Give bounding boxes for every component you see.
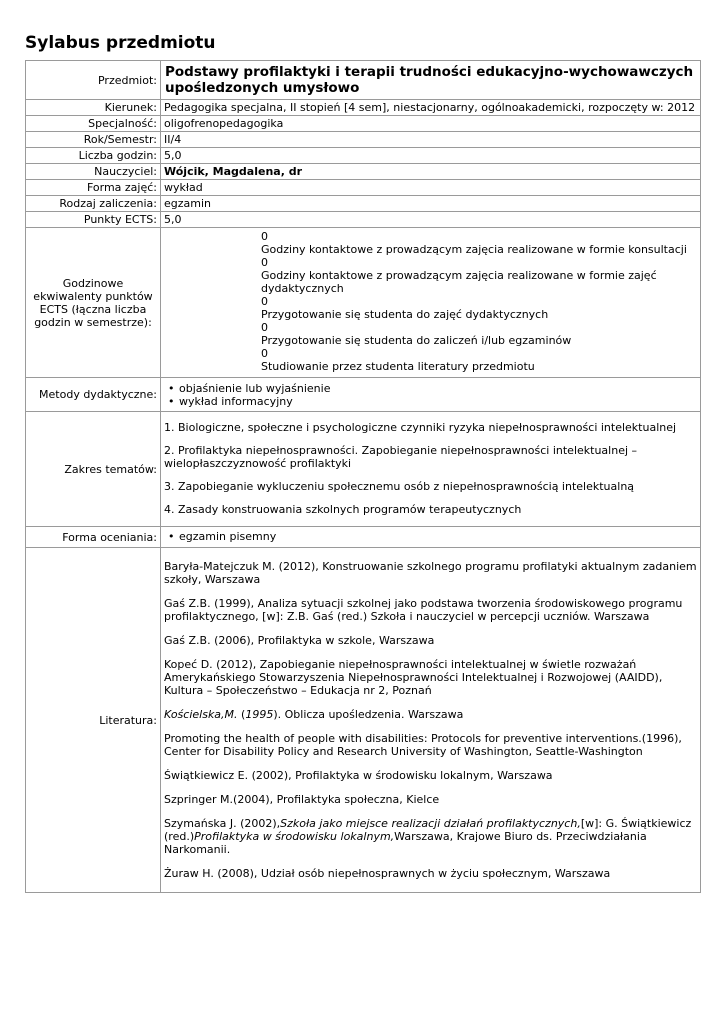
ects-hours-number: 0: [261, 256, 268, 269]
ects-hours-number: 0: [261, 347, 268, 360]
label-forma: Forma zajęć:: [26, 180, 161, 196]
literature-item: [164, 708, 697, 721]
ects-hours-item: [261, 347, 697, 373]
label-nauczyciel: Nauczyciel:: [26, 164, 161, 180]
literature-item: Promoting the health of people with disabilities: Protocols for preventive interventions.(1996), Center for Disability Policy and Research University of Washington, Seattle-Washington: [164, 732, 682, 758]
label-kierunek: Kierunek:: [26, 100, 161, 116]
row-kierunek: [26, 100, 701, 116]
row-nauczyciel: [26, 164, 701, 180]
label-zakres: Zakres tematów:: [26, 412, 161, 527]
literature-item: Gaś Z.B. (1999), Analiza sytuacji szkolnej jako podstawa tworzenia środowiskowego programu profilaktycznego, [w]: Z.B. Gaś (red.) Szkoła i nauczyciel w percepcji uczniów. Warszawa: [164, 597, 683, 623]
value-nauczyciel: Wójcik, Magdalena, dr: [161, 164, 701, 180]
label-specjalnosc: Specjalność:: [26, 116, 161, 132]
row-godziny: [26, 148, 701, 164]
literature-part: Profilaktyka w środowisku lokalnym,: [194, 830, 395, 843]
ects-hours-text: Godziny kontaktowe z prowadzącym zajęcia realizowane w formie konsultacji: [261, 243, 687, 256]
literature-item: Baryła-Matejczuk M. (2012), Konstruowanie szkolnego programu profilatyki aktualnym zadaniem szkoły, Warszawa: [164, 560, 697, 586]
label-godzinowe: Godzinowe ekwiwalenty punktów ECTS (łączna liczba godzin w semestrze):: [26, 228, 161, 378]
literature-item: Żuraw H. (2008), Udział osób niepełnosprawnych w życiu społecznym, Warszawa: [164, 867, 611, 880]
ects-hours-list: [164, 230, 697, 373]
value-ocenianie: [161, 527, 701, 548]
literature-item: Szpringer M.(2004), Profilaktyka społeczna, Kielce: [164, 793, 440, 806]
row-ects: [26, 212, 701, 228]
row-metody: [26, 378, 701, 412]
value-zakres: [161, 412, 701, 527]
literature-item: Kopeć D. (2012), Zapobieganie niepełnosprawności intelektualnej w świetle rozważań Amerykańskiego Stowarzyszenia Niepełnosprawności Intelektualnej i Rozwojowej (AAIDD), Kultura – Społeczeństwo – Edukacja nr 2, Poznań: [164, 658, 663, 697]
ects-hours-item: [261, 295, 697, 321]
list-item: • wykład informacyjny: [168, 395, 697, 408]
literature-part: Warszawa, Krajowe Biuro ds. Przeciwdziałania Narkomanii.: [164, 830, 647, 856]
literature-part: Szkoła jako miejsce realizacji działań profilaktycznych,: [280, 817, 581, 830]
topic-item: 4. Zasady konstruowania szkolnych programów terapeutycznych: [164, 503, 522, 516]
label-zaliczenie: Rodzaj zaliczenia:: [26, 196, 161, 212]
ects-hours-item: [261, 230, 697, 256]
value-przedmiot: Podstawy profilaktyki i terapii trudności edukacyjno-wychowawczych upośledzonych umysłowo: [161, 61, 701, 100]
row-specjalnosc: [26, 116, 701, 132]
literature-item: [164, 817, 697, 856]
ects-hours-number: 0: [261, 295, 268, 308]
row-przedmiot: [26, 61, 701, 100]
literature-item: Gaś Z.B. (2006), Profilaktyka w szkole, Warszawa: [164, 634, 435, 647]
list-item: • objaśnienie lub wyjaśnienie: [168, 382, 697, 395]
label-ocenianie: Forma oceniania:: [26, 527, 161, 548]
value-godzinowe: [161, 228, 701, 378]
label-przedmiot: Przedmiot:: [26, 61, 161, 100]
value-godziny: 5,0: [161, 148, 701, 164]
label-rok: Rok/Semestr:: [26, 132, 161, 148]
label-metody: Metody dydaktyczne:: [26, 378, 161, 412]
topic-item: 3. Zapobieganie wykluczeniu społecznemu osób z niepełnosprawnością intelektualną: [164, 480, 635, 493]
assessment-list: [164, 530, 697, 543]
row-godzinowe: [26, 228, 701, 378]
literature-sep: (: [237, 708, 246, 721]
literature-part: [w]: G. Świątkiewicz (red.): [164, 817, 692, 843]
value-forma: wykład: [161, 180, 701, 196]
label-literatura: Literatura:: [26, 548, 161, 893]
list-item: • egzamin pisemny: [168, 530, 697, 543]
ects-hours-item: [261, 256, 697, 295]
value-ects: 5,0: [161, 212, 701, 228]
ects-hours-text: Godziny kontaktowe z prowadzącym zajęcia realizowane w formie zajęć dydaktycznych: [261, 269, 657, 295]
label-godziny: Liczba godzin:: [26, 148, 161, 164]
ects-hours-text: Studiowanie przez studenta literatury przedmiotu: [261, 360, 535, 373]
literature-rest: ). Oblicza upośledzenia. Warszawa: [273, 708, 464, 721]
row-zaliczenie: [26, 196, 701, 212]
literature-item: Świątkiewicz E. (2002), Profilaktyka w środowisku lokalnym, Warszawa: [164, 769, 553, 782]
value-metody: [161, 378, 701, 412]
value-rok: II/4: [161, 132, 701, 148]
value-kierunek: Pedagogika specjalna, II stopień [4 sem], niestacjonarny, ogólnoakademicki, rozpoczęty w: 2012: [161, 100, 701, 116]
value-zaliczenie: egzamin: [161, 196, 701, 212]
row-ocenianie: [26, 527, 701, 548]
page-title: Sylabus przedmiotu: [25, 33, 216, 53]
syllabus-table: [25, 60, 701, 893]
literature-year: 1995: [245, 708, 274, 721]
topic-item: 2. Profilaktyka niepełnosprawności. Zapobieganie niepełnosprawności intelektualnej – wielopłaszczyznowość profilaktyki: [164, 444, 638, 470]
literature-author: Kościelska,M.: [164, 708, 238, 721]
row-literatura: [26, 548, 701, 893]
row-zakres: [26, 412, 701, 527]
value-literatura: [161, 548, 701, 893]
ects-hours-number: 0: [261, 321, 268, 334]
ects-hours-item: [261, 321, 697, 347]
value-specjalnosc: oligofrenopedagogika: [161, 116, 701, 132]
row-rok: [26, 132, 701, 148]
ects-hours-number: 0: [261, 230, 268, 243]
ects-hours-text: Przygotowanie się studenta do zajęć dydaktycznych: [261, 308, 549, 321]
literature-part: Szymańska J. (2002),: [164, 817, 281, 830]
topic-item: 1. Biologiczne, społeczne i psychologiczne czynniki ryzyka niepełnosprawności intelektualnej: [164, 421, 677, 434]
ects-hours-text: Przygotowanie się studenta do zaliczeń i/lub egzaminów: [261, 334, 572, 347]
label-ects: Punkty ECTS:: [26, 212, 161, 228]
methods-list: [164, 382, 697, 408]
row-forma: [26, 180, 701, 196]
